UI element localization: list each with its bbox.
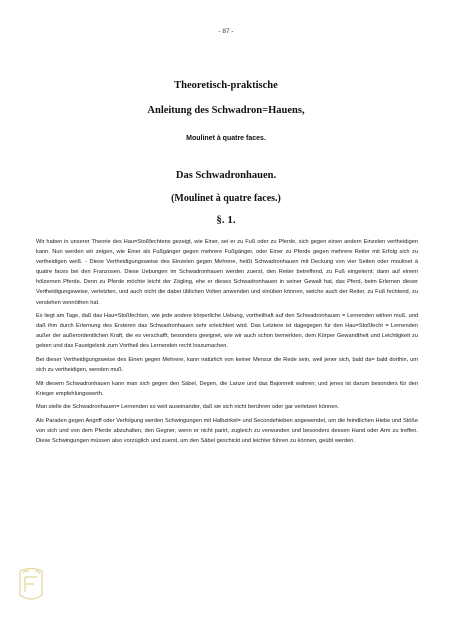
body-text	[36, 237, 418, 450]
paragraph-3: Bei dieser Vertheidigungsweise des Einen gegen Mehrere, kann natürlich von keiner Mensur die Rede sein, weil jener sich, bald da= bald dorthin, um sich zu vertheidigen, wenden muß.	[36, 357, 418, 374]
page-number: - 87 -	[218, 28, 234, 35]
paragraph-1: Wir haben in unserer Theorie des Hau=Stoßfechtens gezeigt, wie Einer, sei er zu Fuß oder zu Pferde, sich gegen einen andern Einzelen vertheidigen kann. Nun werden wir zeigen, wie Einer als Fußgänger gegen mehrere Fußgänger, oder Einer zu Pferde gegen mehrere Reiter mit Erfolg sich zu vertheidigen weiß. - Diese Vertheidigungsweise des Einzelen gegen Mehrere, heißt Schwadronhauen mit Deckung von vier Seiten oder moulinet à quatre faces bei den Franzosen. Diese Uebungen im Schwadronhauen werden zuerst, den Reiter betreffend, zu Fuß eingelernt; dann auf einem hölzernen Pferde. Denn zu Pferde möchte leicht der Zögling, ehe er dieses Schwadronhauen in seiner Gewalt hat, das Pferd, beim Erlernen dieser Vertheidigungsweise, verletzten, und auch nicht die dabei üblichen Volten anwenden und einüben können, welche auch der Reiter, zu Fuß fechtend, zu verstehen vonnöthen hat.	[36, 239, 418, 306]
library-stamp-icon	[14, 565, 48, 605]
main-title-line2: Anleitung des Schwadron=Hauens,	[147, 105, 305, 116]
main-subtitle: Moulinet à quatre faces.	[186, 135, 266, 142]
paragraph-4: Mit diesem Schwadronhauen kann man sich gegen den Säbel, Degen, die Lanze und das Bajonnett wahren; und jenes ist darum besonders für den Krieger empfehlungswerth.	[36, 380, 418, 397]
section-title: Das Schwadronhauen.	[175, 170, 277, 181]
section-number: §. 1.	[216, 214, 236, 226]
section-subtitle: (Moulinet à quatre faces.)	[171, 193, 281, 204]
paragraph-2: Es liegt am Tage, daß das Hau=Stoßfechten, wie jede andere körperliche Uebung, vortheilhaft auf den Schwadronhauen = Lernenden wirken muß, und daß ihm durch Erlernung des Ersteren das Schwadronhauen sehr erleichtert wird. Das Letztere ist dagegegen für den Hau=Stoßfecht = Lernenden außer der außerordentlichen Kraft, die es verschafft, besonders geeignet, wie wir auch schon bemerkten, dem Körper Gewandtheit und Leichtigkeit zu geben und das Faustgelenk zum Vortheil des Lernenden recht loszumachen.	[36, 313, 418, 350]
main-title-line1: Theoretisch-praktische	[174, 80, 278, 91]
paragraph-5: Man stelle die Schwadronhauen= Lernenden so weit auseinander, daß sie sich nicht berühren oder gar verletzen können.	[36, 404, 340, 411]
paragraph-6: Als Paraden gegen Angriff oder Verfolgung werden Schwingungen mit Halbzirkel= und Secondehieben angewendet, um die feindlichen Hiebe und Stöße von sich und von dem Pferde abzuhalten, den Gegner, wenn er nicht parirt, zugleich zu verwunden und besonders dessen Hand oder Arm zu treffen. Diese Schwingungen müssen also vorzüglich und zuerst, um den Säbel geschickt und leichter führen zu können, geübt werden.	[36, 418, 418, 445]
